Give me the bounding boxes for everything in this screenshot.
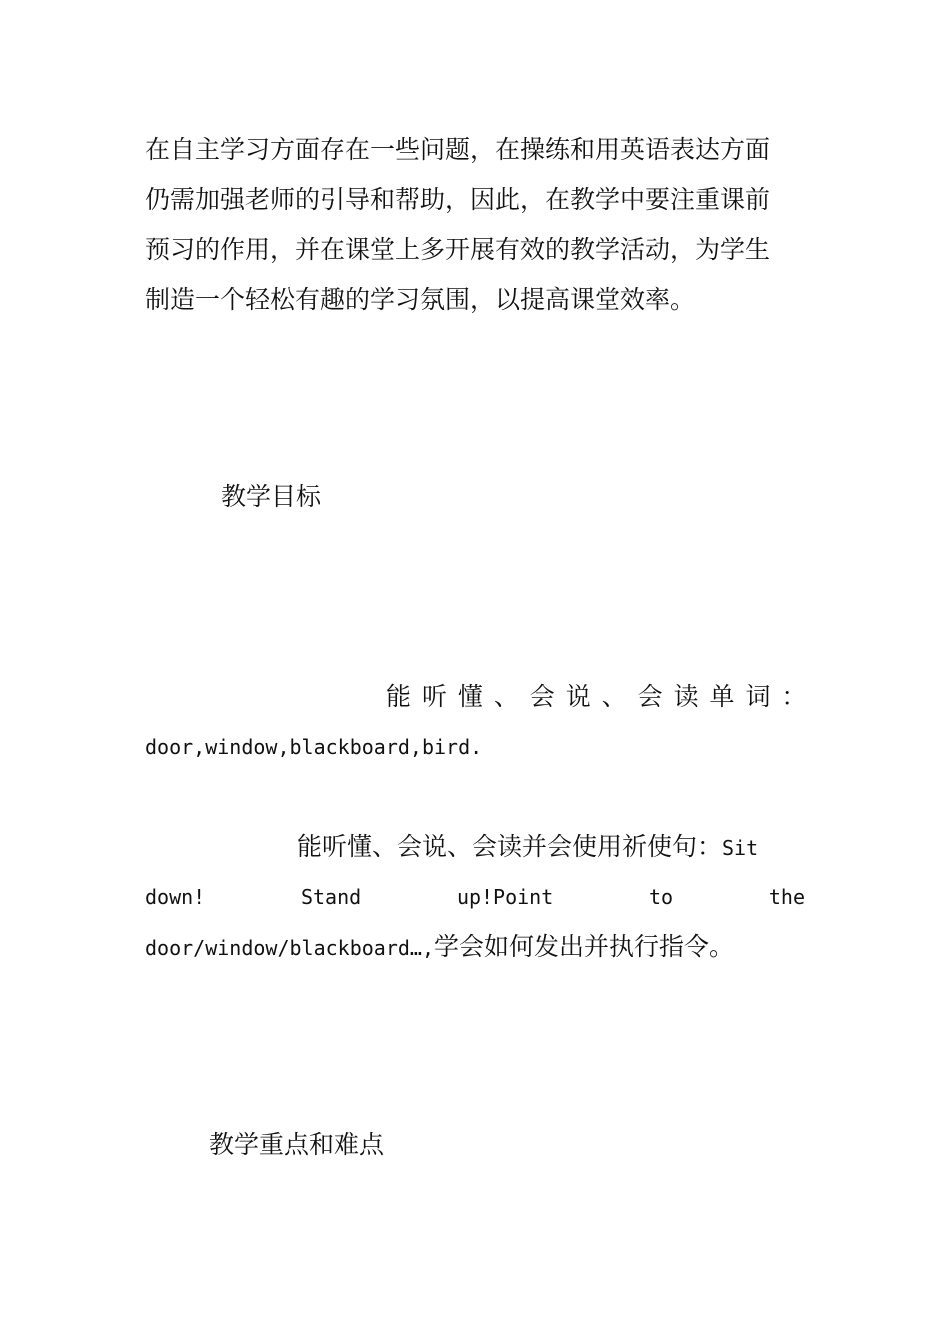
objective-2-word-4: to (649, 885, 674, 909)
objective-1 (145, 672, 808, 772)
intro-line-2: 仍需加强老师的引导和帮助，因此，在教学中要注重课前 (145, 185, 771, 214)
objective-2-text-en: Sit (722, 836, 759, 860)
objective-2-text-cn: 能听懂、会说、会读并会使用祈使句： (297, 832, 723, 861)
objective-1-text: 能 听 懂 、 会 说 、 会 读 单 词 ： (386, 682, 808, 711)
intro-line-1: 在自主学习方面存在一些问题，在操练和用英语表达方面 (145, 135, 771, 164)
objective-2-word-2: Stand (300, 885, 362, 909)
objective-1-line-1 (145, 672, 808, 722)
objective-2-line-1 (145, 822, 805, 872)
objective-2-word-1: down! (145, 885, 206, 909)
heading-objectives: 教学目标 (221, 482, 322, 511)
objective-2-line-3-cn: 学会如何发出并执行指令。 (433, 932, 734, 961)
objective-2-line-3-en: door/window/blackboard…, (145, 936, 434, 960)
intro-line-3: 预习的作用，并在课堂上多开展有效的教学活动，为学生 (145, 235, 771, 264)
intro-paragraph (145, 125, 805, 325)
objective-2 (145, 822, 805, 972)
objective-2-line-2 (145, 872, 805, 922)
objective-2-word-3: up!Point (456, 885, 554, 909)
heading-key-points: 教学重点和难点 (209, 1130, 385, 1159)
objective-2-line-3 (145, 922, 805, 972)
objective-2-word-5: the (768, 885, 805, 909)
objective-1-words: door,window,blackboard,bird. (145, 735, 483, 759)
intro-line-4: 制造一个轻松有趣的学习氛围，以提高课堂效率。 (145, 285, 696, 314)
